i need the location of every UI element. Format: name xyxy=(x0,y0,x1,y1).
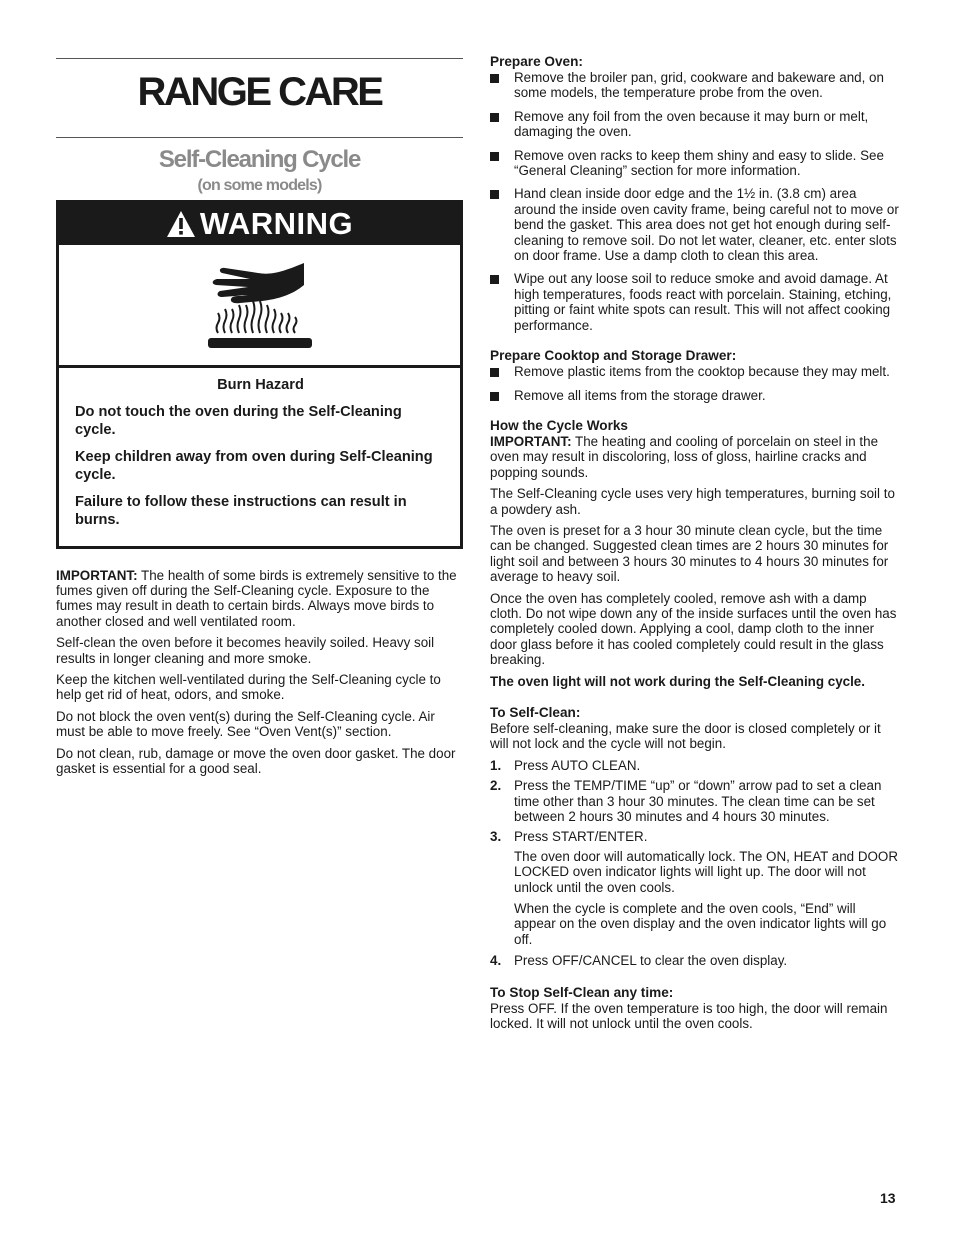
paragraph: The oven is preset for a 3 hour 30 minute clean cycle, but the time can be changed. Suggested clean times are 2 hours 30 minutes for light soil and between 3 hours 30 minutes to 4 hours 30 minutes for average to heavy soil. xyxy=(490,522,889,585)
list-item-text: Remove any foil from the oven because it may burn or melt, damaging the oven. xyxy=(514,108,869,140)
paragraph: The Self-Cleaning cycle uses very high temperatures, burning soil to a powdery ash. xyxy=(490,486,895,517)
warning-line: Keep children away from oven during Self-Cleaning cycle. xyxy=(75,448,433,483)
step-text: Press AUTO CLEAN. xyxy=(514,757,641,773)
important-paragraph xyxy=(490,434,900,480)
warning-header xyxy=(59,203,460,245)
list-item xyxy=(490,271,900,333)
self-clean-heading: To Self-Clean: xyxy=(490,705,581,720)
list-item xyxy=(490,388,900,403)
page-number: 13 xyxy=(880,1190,896,1206)
important-text: The health of some birds is extremely sensitive to the fumes given off during the Self-Cleaning cycle. Exposure to the fumes may result in death to certain birds. Always move birds to another closed and well ventilated room. xyxy=(56,567,457,629)
left-column xyxy=(56,58,463,782)
important-label: IMPORTANT: xyxy=(490,433,572,449)
list-item-text: Remove the broiler pan, grid, cookware and bakeware and, on some models, the temperature probe from the oven. xyxy=(514,70,884,101)
prepare-cooktop-list xyxy=(490,364,900,403)
stop-clean-heading: To Stop Self-Clean any time: xyxy=(490,984,674,1000)
bullet-square-icon xyxy=(490,74,499,83)
cycle-works-heading: How the Cycle Works xyxy=(490,417,628,433)
paragraph: Do not clean, rub, damage or move the oven door gasket. The door gasket is essential for a good seal. xyxy=(56,745,456,776)
bullet-square-icon xyxy=(490,113,499,122)
self-clean-intro: Before self-cleaning, make sure the door is closed completely or it will not lock and the cycle will not begin. xyxy=(490,721,881,752)
list-item xyxy=(490,186,900,263)
warning-triangle-icon xyxy=(166,210,196,238)
step-item xyxy=(490,953,900,968)
list-item-text: Hand clean inside door edge and the 1½ in. (3.8 cm) area around the inside oven cavity frame, being careful not to move or bend the gasket. This area does not get hot enough during self-cleaning to remove soil. Do not let water, cleaner, etc. enter slots on door frame. Use a damp cloth to clean this area. xyxy=(514,186,899,264)
bullet-square-icon xyxy=(490,392,499,401)
step-item xyxy=(490,778,900,824)
paragraph: Once the oven has completely cooled, remove ash with a damp cloth. Do not wipe down any of the inside surfaces until the oven has completely cooled down. Applying a cool, damp cloth to the inner door glass before it has cooled completely could result in the glass breaking. xyxy=(490,590,897,668)
paragraph: Self-clean the oven before it becomes heavily soiled. Heavy soil results in longer cleaning and more smoke. xyxy=(56,635,435,666)
oven-light-note: The oven light will not work during the Self-Cleaning cycle. xyxy=(490,673,865,689)
step-text: Press OFF/CANCEL to clear the oven display. xyxy=(514,953,788,969)
self-clean-steps xyxy=(490,758,900,969)
step-item xyxy=(490,758,900,773)
warning-word: WARNING xyxy=(199,206,354,241)
bullet-square-icon xyxy=(490,368,499,377)
warning-text xyxy=(59,368,460,546)
paragraph: Do not block the oven vent(s) during the Self-Cleaning cycle. Air must be able to move freely. See “Oven Vent(s)” section. xyxy=(56,708,435,740)
warning-line: Failure to follow these instructions can result in burns. xyxy=(75,493,407,528)
section-title: Self-Cleaning Cycle xyxy=(158,146,361,173)
top-rule xyxy=(56,58,463,59)
important-label: IMPORTANT: xyxy=(56,567,138,583)
paragraph: Keep the kitchen well-ventilated during the Self-Cleaning cycle to help get rid of heat, odors, and smoke. xyxy=(56,671,441,703)
list-item-text: Remove oven racks to keep them shiny and easy to slide. See “General Cleaning” section for more information. xyxy=(514,147,884,179)
left-body xyxy=(56,568,463,777)
prepare-oven-list xyxy=(490,70,900,333)
list-item-text: Wipe out any loose soil to reduce smoke and avoid damage. At high temperatures, foods react with porcelain. Staining, etching, pitting or faint white spots can result. This will not affect cooking performance. xyxy=(514,271,892,333)
important-paragraph xyxy=(56,568,463,630)
list-item xyxy=(490,148,900,179)
bullet-square-icon xyxy=(490,275,499,284)
step-note: The oven door will automatically lock. The ON, HEAT and DOOR LOCKED oven indicator lights will light up. The door will not unlock until the oven cools. xyxy=(514,848,899,895)
step-number: 3. xyxy=(490,829,502,845)
list-item xyxy=(490,70,900,101)
list-item xyxy=(490,109,900,140)
step-text: Press START/ENTER. xyxy=(514,829,648,845)
hot-surface-hand-icon xyxy=(200,255,320,355)
title-rule xyxy=(56,137,463,138)
warning-box xyxy=(56,200,463,549)
page-title: RANGE CARE xyxy=(137,70,382,114)
step-note: When the cycle is complete and the oven cools, “End” will appear on the oven display and the oven indicator lights will go off. xyxy=(514,901,887,947)
step-number: 4. xyxy=(490,953,502,969)
important-text: The heating and cooling of porcelain on steel in the oven may result in discoloring, loss of gloss, hairline cracks and popping sounds. xyxy=(490,433,879,480)
bullet-square-icon xyxy=(490,190,499,199)
list-item xyxy=(490,364,900,379)
step-number: 2. xyxy=(490,778,502,794)
prepare-oven-heading: Prepare Oven: xyxy=(490,54,583,69)
list-item-text: Remove plastic items from the cooktop because they may melt. xyxy=(514,364,890,380)
bullet-square-icon xyxy=(490,152,499,161)
step-text: Press the TEMP/TIME “up” or “down” arrow pad to set a clean time other than 3 hour 30 minutes. The clean time can be set between 2 hours 30 minutes and 4 hours 30 minutes. xyxy=(514,778,882,825)
stop-clean-text: Press OFF. If the oven temperature is too high, the door will remain locked. It will not unlock until the oven cools. xyxy=(490,1000,888,1032)
step-item xyxy=(490,829,900,947)
prepare-cooktop-heading: Prepare Cooktop and Storage Drawer: xyxy=(490,348,737,364)
section-subtitle: (on some models) xyxy=(197,177,322,194)
right-column xyxy=(490,54,900,1038)
step-number: 1. xyxy=(490,757,502,773)
list-item-text: Remove all items from the storage drawer. xyxy=(514,387,766,403)
burn-hazard-pictogram xyxy=(59,245,460,368)
warning-line: Do not touch the oven during the Self-Cleaning cycle. xyxy=(75,403,402,438)
hazard-title: Burn Hazard xyxy=(217,377,304,393)
